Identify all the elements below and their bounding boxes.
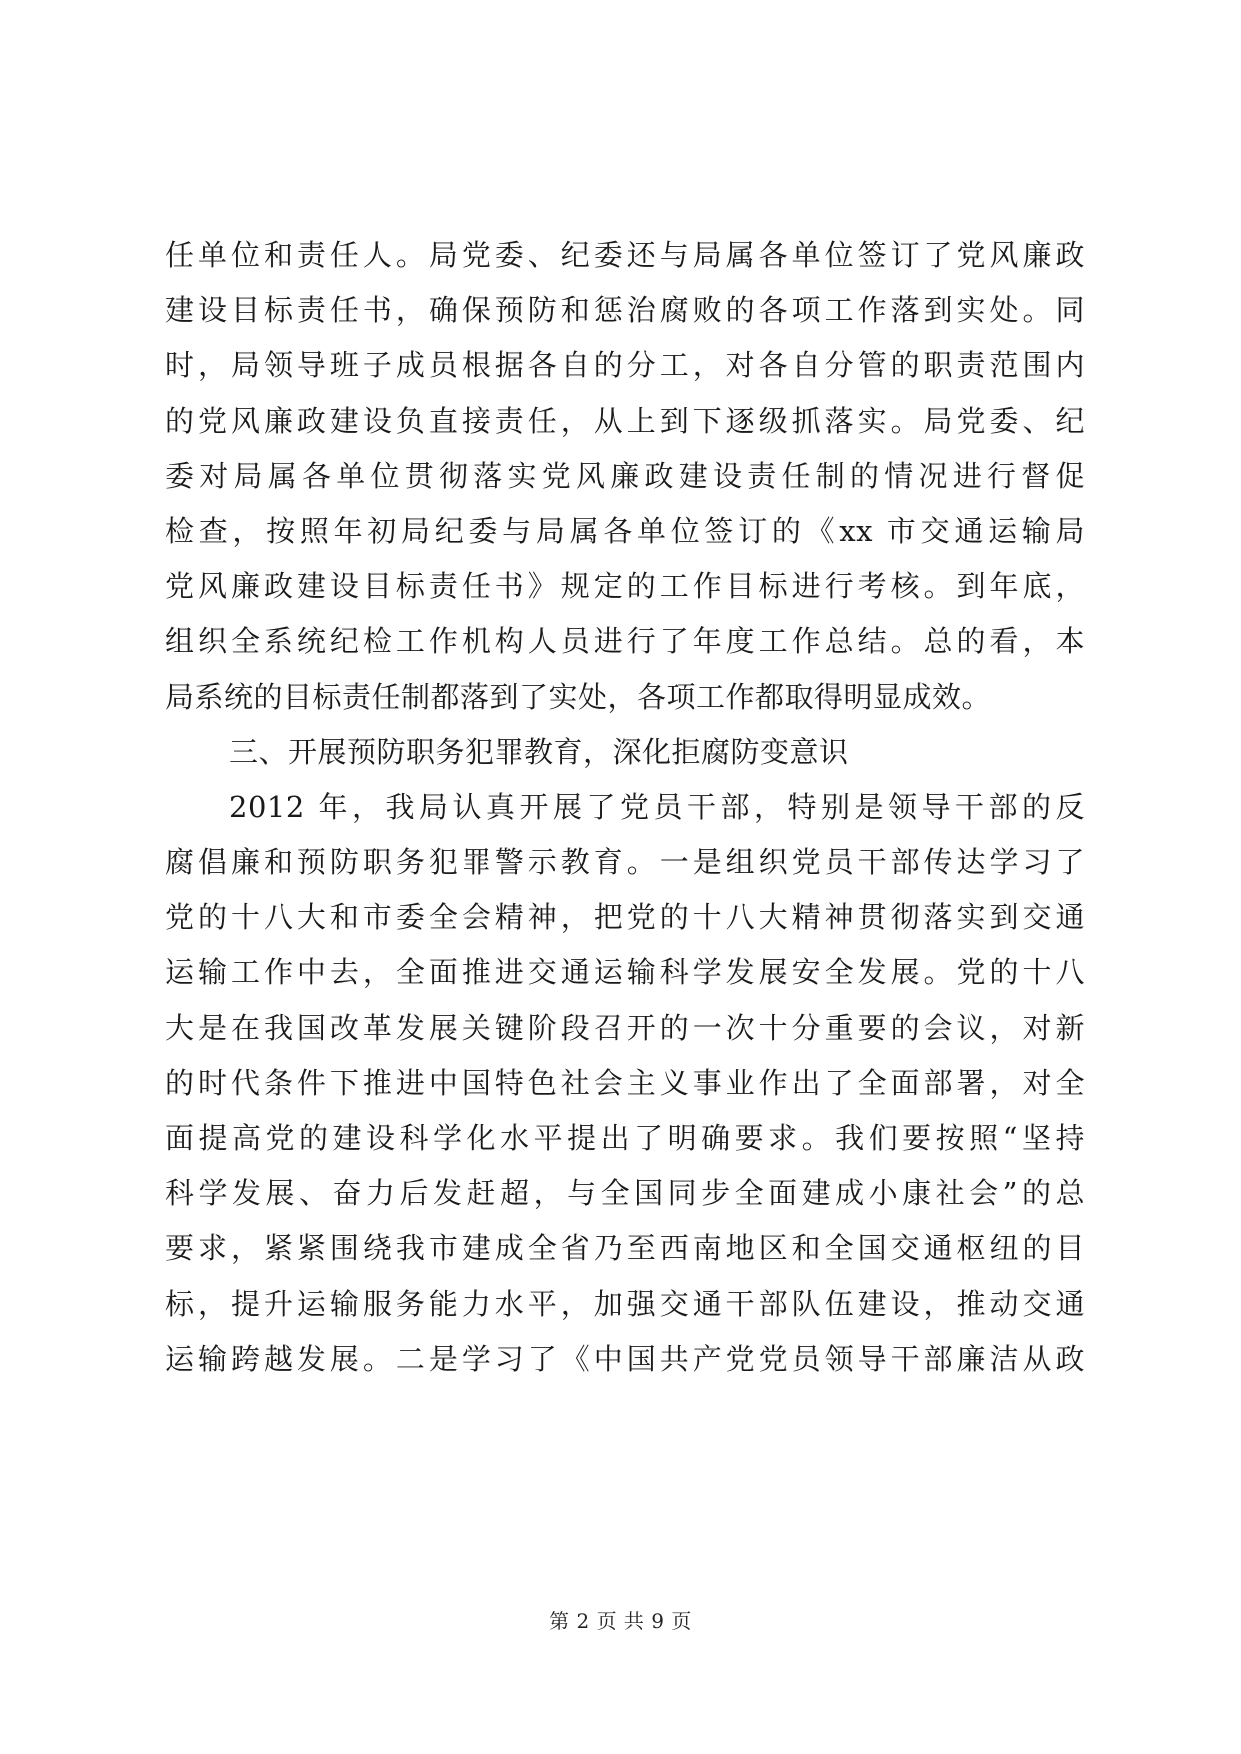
text-line: 党的十八大和市委全会精神，把党的十八大精神贯彻落实到交通: [165, 900, 1085, 935]
text-line: 运输跨越发展。二是学习了《中国共产党党员领导干部廉洁从政: [165, 1341, 1085, 1376]
text-line: 建设目标责任书，确保预防和惩治腐败的各项工作落到实处。同: [165, 293, 1085, 328]
text-line: 时，局领导班子成员根据各自的分工，对各自分管的职责范围内: [165, 348, 1085, 383]
text-line: 面提高党的建设科学化水平提出了明确要求。我们要按照“坚持: [165, 1121, 1085, 1155]
text-line: 运输工作中去，全面推进交通运输科学发展安全发展。党的十八: [165, 955, 1085, 990]
text-line: 局系统的目标责任制都落到了实处，各项工作都取得明显成效。: [165, 679, 992, 714]
text-line: 标，提升运输服务能力水平，加强交通干部队伍建设，推动交通: [165, 1286, 1085, 1321]
body-text: [165, 228, 1085, 1387]
text-line: 组织全系统纪检工作机构人员进行了年度工作总结。总的看，本: [165, 624, 1085, 659]
page-number-footer: 第 2 页 共 9 页: [549, 1609, 692, 1633]
section-heading: 三、开展预防职务犯罪教育，深化拒腐防变意识: [229, 734, 849, 769]
text-line: 要求，紧紧围绕我市建成全省乃至西南地区和全国交通枢纽的目: [165, 1231, 1085, 1266]
text-line: 大是在我国改革发展关键阶段召开的一次十分重要的会议，对新: [165, 1010, 1085, 1045]
text-line: 委对局属各单位贯彻落实党风廉政建设责任制的情况进行督促: [165, 458, 1085, 493]
text-line: 的党风廉政建设负直接责任，从上到下逐级抓落实。局党委、纪: [165, 403, 1085, 438]
text-line: 科学发展、奋力后发赶超，与全国同步全面建成小康社会”的总: [165, 1176, 1085, 1211]
text-line: 任单位和责任人。局党委、纪委还与局属各单位签订了党风廉政: [165, 238, 1085, 272]
text-line: 腐倡廉和预防职务犯罪警示教育。一是组织党员干部传达学习了: [165, 845, 1085, 880]
text-line: 党风廉政建设目标责任书》规定的工作目标进行考核。到年底，: [165, 569, 1085, 604]
text-line: 2012 年，我局认真开展了党员干部，特别是领导干部的反: [229, 789, 1085, 824]
text-line: 的时代条件下推进中国特色社会主义事业作出了全面部署，对全: [165, 1065, 1085, 1100]
text-line: 检查，按照年初局纪委与局属各单位签订的《xx 市交通运输局: [165, 513, 1085, 548]
